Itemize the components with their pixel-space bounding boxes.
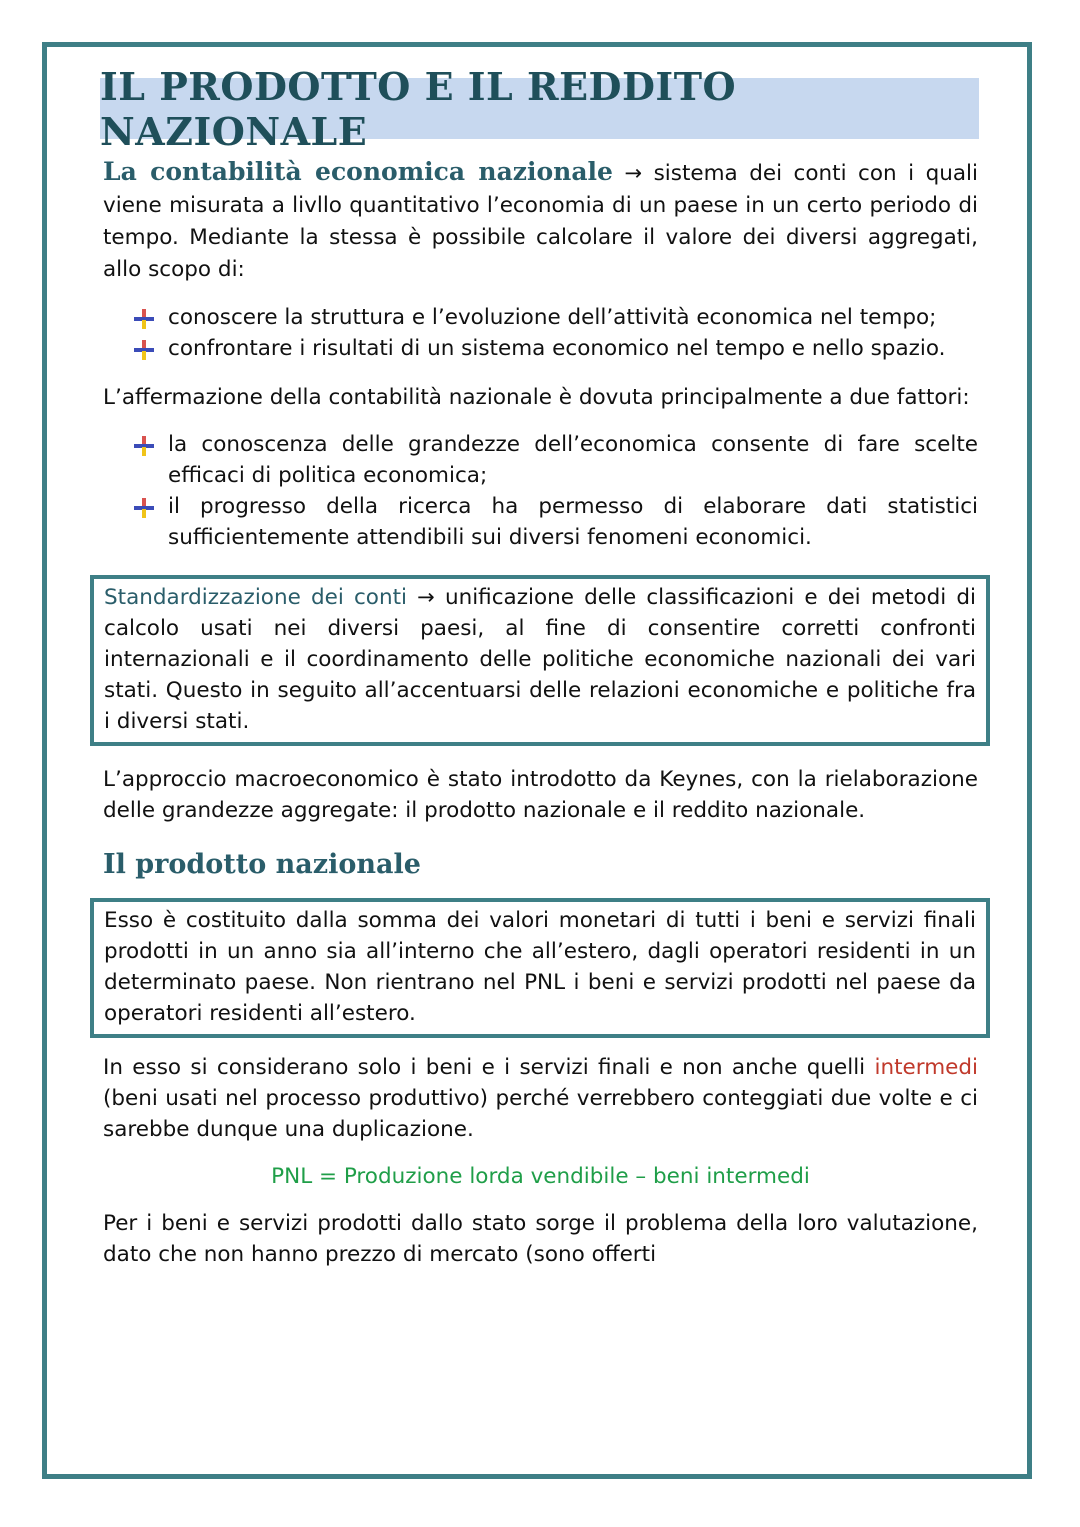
plus-bullet-icon [133,435,155,457]
standardization-text: unificazione delle classificazioni e dei metodi di calcolo usati nei diversi paesi, al fine di consentire corretti confronti internazionali e il coordinamento delle politiche economiche nazionali dei vari stati. Questo in seguito all’accentuarsi delle relazioni economiche e politiche fra i diversi stati. [104,585,976,734]
standardization-paragraph [104,582,976,737]
list-item-text: confrontare i risultati di un sistema economico nel tempo e nello spazio. [168,336,946,361]
keynes-paragraph: L’approccio macroeconomico è stato introdotto da Keynes, con la rielaborazione delle grandezze aggregate: il prodotto nazionale e il reddito nazionale. [103,767,978,823]
list-item-text: la conoscenza delle grandezze dell’economica consente di fare scelte efficaci di politica economica; [168,432,978,488]
factors-intro: L’affermazione della contabilità nazionale è dovuta principalmente a due fattori: [103,385,970,410]
intro-paragraph [103,156,978,286]
factors-list [103,429,978,553]
standardization-term: Standardizzazione dei conti [104,585,407,610]
final-goods-text-start: In esso si considerano solo i beni e i servizi finali e non anche quelli [103,1055,875,1080]
pnl-formula: PNL = Produzione lorda vendibile – beni intermedi [271,1164,810,1189]
standardization-box [90,575,990,746]
list-item-text: conoscere la struttura e l’evoluzione dell’attività economica nel tempo; [168,305,937,330]
plus-bullet-icon [133,497,155,519]
arrow-icon: → [624,161,643,185]
aims-list [103,302,978,364]
intro-text: sistema dei conti con i quali viene misurata a livllo quantitativo l’economia di un paese in un certo periodo di tempo. Mediante la stessa è possibile calcolare il valore dei diversi aggregati, allo scopo di: [103,161,978,282]
final-goods-text-end: (beni usati nel processo produttivo) perché verrebbero conteggiati due volte e ci sarebbe dunque una duplicazione. [103,1086,978,1142]
definition-box [90,898,990,1038]
list-item [103,302,978,333]
intro-term: La contabilità economica nazionale [103,157,613,186]
plus-bullet-icon [133,339,155,361]
intermediate-goods-term: intermedi [874,1055,978,1080]
list-item [103,333,978,364]
plus-bullet-icon [133,308,155,330]
title-banner [100,63,979,154]
page-title: IL PRODOTTO E IL REDDITO NAZIONALE [100,63,737,154]
definition-paragraph: Esso è costituito dalla somma dei valori monetari di tutti i beni e servizi finali prodotti in un anno sia all’interno che all’estero, dagli operatori residenti in un determinato paese. Non rientrano nel PNL i beni e servizi prodotti nel paese da operatori residenti all’estero. [104,908,976,1026]
arrow-icon: → [417,585,435,609]
list-item [103,491,978,553]
list-item [103,429,978,491]
state-goods-paragraph: Per i beni e servizi prodotti dallo stato sorge il problema della loro valutazione, dato che non hanno prezzo di mercato (sono offerti [103,1211,978,1267]
list-item-text: il progresso della ricerca ha permesso di elaborare dati statistici sufficientemente attendibili sui diversi fenomeni economici. [168,494,978,550]
document-body [103,156,978,1270]
final-goods-paragraph [103,1052,978,1145]
section-heading: Il prodotto nazionale [103,849,421,880]
